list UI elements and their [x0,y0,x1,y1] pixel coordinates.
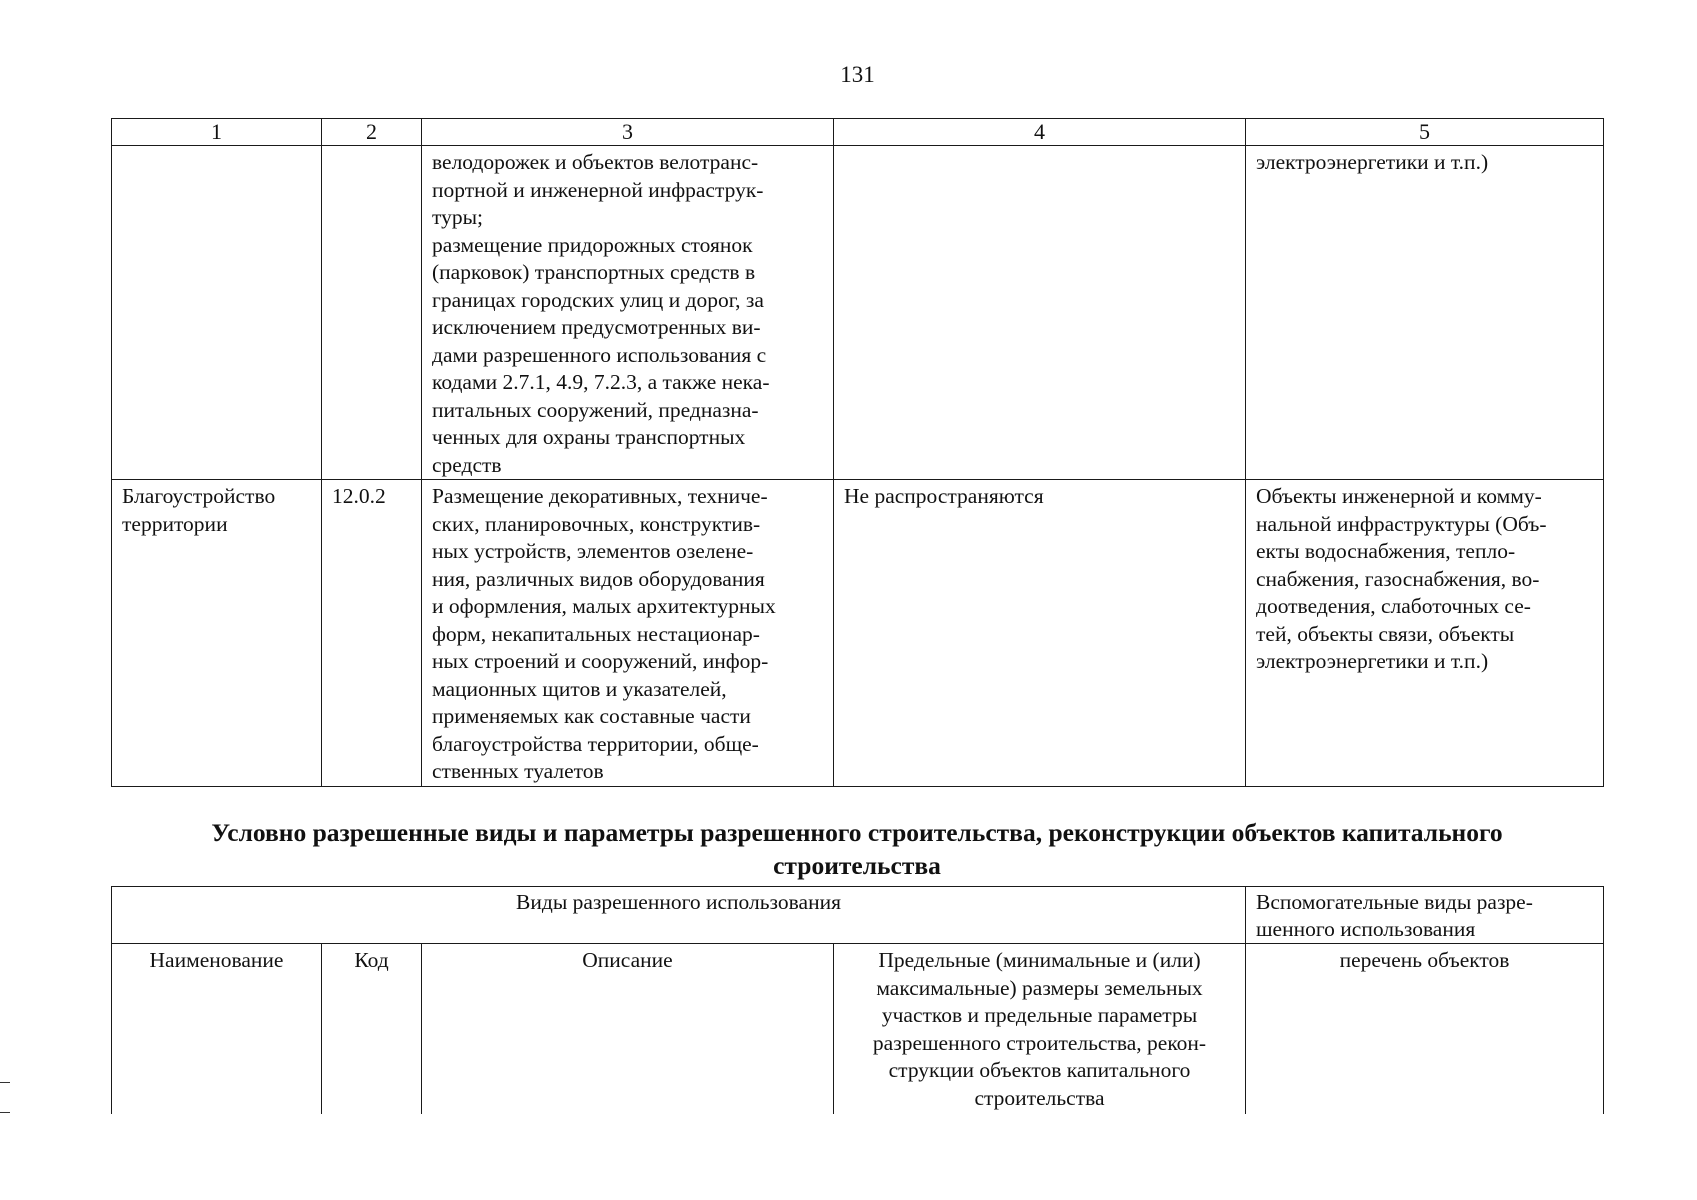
use-params-cell [834,146,1246,480]
auxiliary-objects-cell: Объекты инженерной и комму- нальной инфраструктуры (Объ- екты водоснабжения, тепло- снабжения, газоснабжения, во- доотведения, слаботочных се- тей, объекты связи, объекты электроэнергетики и т.п.) [1246,480,1604,787]
page-number: 131 [840,62,875,87]
group-header-row [112,887,1604,944]
auxiliary-objects-cell: электроэнергетики и т.п.) [1246,146,1604,480]
column-number-row [112,119,1604,146]
use-params-cell: Не распространяются [834,480,1246,787]
permitted-uses-header: Виды разрешенного использования [112,887,1246,944]
conditional-use-table [111,886,1604,1114]
column-number-5: 5 [1246,119,1604,146]
column-number-3: 3 [422,119,834,146]
table-row [112,480,1604,787]
column-header-name: Наименование [112,944,322,1114]
column-number-2: 2 [322,119,422,146]
use-description-cell: Размещение декоративных, техниче- ских, планировочных, конструктив- ных устройств, элементов озелене- ния, различных видов оборудования и оформления, малых архитектурных форм, некапитальных нестационар- ных строений и сооружений, инфор- мационных щитов и указателей, применяемых как составные части благоустройства территории, обще- ственных туалетов [422,480,834,787]
column-header-params: Предельные (минимальные и (или) максимальные) размеры земельных участков и предельные параметры разрешенного строительства, рекон- струкции объектов капитального строительства [834,944,1246,1114]
table-row [112,146,1604,480]
use-name-cell: Благоустройство территории [112,480,322,787]
section-title: Условно разрешенные виды и параметры разрешенного строительства, реконструкции объектов капитального строительства [211,818,1503,880]
use-code-cell [322,146,422,480]
use-name-cell [112,146,322,480]
column-header-code: Код [322,944,422,1114]
land-use-table-continued [111,118,1604,787]
column-header-row [112,944,1604,1114]
column-header-description: Описание [422,944,834,1114]
use-code-cell: 12.0.2 [322,480,422,787]
column-number-4: 4 [834,119,1246,146]
column-header-objects: перечень объектов [1246,944,1604,1114]
column-number-1: 1 [112,119,322,146]
auxiliary-uses-header: Вспомогательные виды разре- шенного использования [1246,887,1604,944]
use-description-cell: велодорожек и объектов велотранс- портной и инженерной инфраструк- туры; размещение придорожных стоянок (парковок) транспортных средств в границах городских улиц и дорог, за исключением предусмотренных ви- дами разрешенного использования с кодами 2.7.1, 4.9, 7.2.3, а также нека- питальных сооружений, предназна- ченных для охраны транспортных средств [422,146,834,480]
scan-edge-mark [0,1082,10,1083]
scan-edge-mark [0,1112,10,1113]
